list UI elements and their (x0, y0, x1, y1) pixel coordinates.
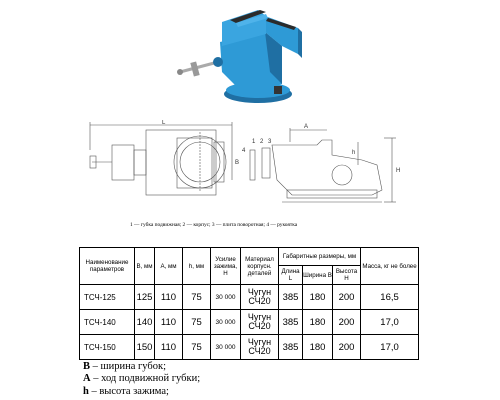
cell-force: 30 000 (211, 310, 241, 335)
header-material: Материал корпусн. деталей (241, 248, 279, 285)
cell-A: 110 (155, 335, 183, 360)
header-A: A, мм (155, 248, 183, 285)
row-name: ТСЧ-140 (80, 310, 135, 335)
cell-force: 30 000 (211, 335, 241, 360)
dim-h-label: h (352, 150, 356, 156)
cell-width: 180 (303, 310, 333, 335)
cell-B: 150 (135, 335, 155, 360)
dim-H-label: H (396, 168, 401, 174)
cell-width: 180 (303, 285, 333, 310)
cell-force: 30 000 (211, 285, 241, 310)
header-h: h, мм (183, 248, 211, 285)
callout-1: 1 (252, 139, 256, 145)
callout-3: 3 (268, 139, 272, 145)
cell-length: 385 (279, 335, 303, 360)
table-row (80, 310, 419, 335)
header-length: Длина L (279, 266, 303, 285)
cell-h: 75 (183, 285, 211, 310)
cell-A: 110 (155, 285, 183, 310)
cell-height: 200 (333, 310, 361, 335)
dim-A-label: A (304, 124, 309, 130)
parts-legend: 1 — губка подвижная; 2 — корпус; 3 — плита поворотная; 4 — рукоятка (130, 222, 298, 228)
cell-height: 200 (333, 335, 361, 360)
row-name: ТСЧ-125 (80, 285, 135, 310)
cell-material: Чугун СЧ20 (241, 285, 279, 310)
cell-h: 75 (183, 310, 211, 335)
cell-mass: 17,0 (361, 335, 419, 360)
cell-h: 75 (183, 335, 211, 360)
callout-4: 4 (242, 148, 246, 154)
header-dims: Габаритные размеры, мм (279, 248, 361, 266)
cell-height: 200 (333, 285, 361, 310)
header-height: Высота H (333, 266, 361, 285)
note-item: h – высота зажима; (83, 385, 169, 397)
cell-length: 385 (279, 310, 303, 335)
cell-material: Чугун СЧ20 (241, 310, 279, 335)
dim-L-label: L (162, 120, 166, 126)
technical-drawing (82, 120, 422, 220)
cell-width: 180 (303, 335, 333, 360)
note-item: A – ход подвижной губки; (83, 373, 201, 385)
note-item: B – ширина губок; (83, 361, 167, 372)
dim-B-label: B (235, 160, 240, 166)
callout-2: 2 (260, 139, 264, 145)
header-width: Ширина B (303, 266, 333, 285)
table-row (80, 285, 419, 310)
cell-B: 140 (135, 310, 155, 335)
vise-photo (170, 2, 320, 120)
header-B: B, мм (135, 248, 155, 285)
row-name: ТСЧ-150 (80, 335, 135, 360)
cell-A: 110 (155, 310, 183, 335)
spec-table (79, 247, 419, 360)
cell-mass: 17,0 (361, 310, 419, 335)
cell-length: 385 (279, 285, 303, 310)
cell-mass: 16,5 (361, 285, 419, 310)
cell-material: Чугун СЧ20 (241, 335, 279, 360)
table-row (80, 335, 419, 360)
header-name: Наименование параметров (80, 248, 135, 285)
header-force: Усилие зажима, Н (211, 248, 241, 285)
notes (83, 361, 200, 398)
header-mass: Масса, кг не более (361, 248, 419, 285)
cell-B: 125 (135, 285, 155, 310)
